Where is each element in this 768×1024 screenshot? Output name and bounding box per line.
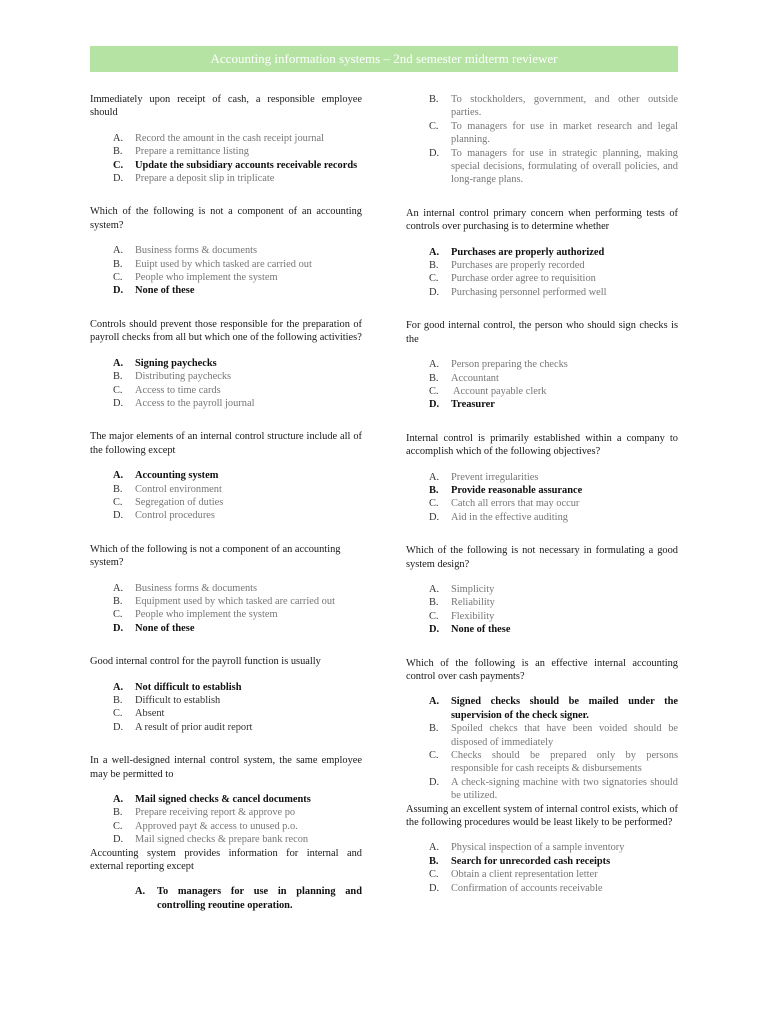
question [406, 544, 678, 636]
option: B. Prepare receiving report & approve po [113, 807, 296, 819]
question-stem: Immediately upon receipt of cash, a responsible employee should [90, 94, 362, 119]
correct-option: D. None of these [113, 622, 195, 634]
question-stem: For good internal control, the person who should sign checks is the [406, 320, 678, 345]
correct-option: A. Signed checks should be mailed under the supervision of the check signer. [429, 696, 678, 721]
question-stem: Good internal control for the payroll function is usually [90, 656, 321, 668]
option: C. Account payable clerk [429, 385, 547, 397]
option: C. Checks should be prepared only by persons responsible for cash receipts & disbursements [429, 750, 678, 775]
option: C. People who implement the system [113, 272, 278, 284]
correct-option: D. None of these [429, 624, 511, 636]
options-list [90, 885, 362, 912]
option: A. Business forms & documents [113, 245, 258, 257]
question [406, 207, 678, 299]
correct-option: D. None of these [113, 285, 195, 297]
question-stem: Which of the following is not a component of an accounting system? [90, 206, 362, 231]
options-list [406, 93, 678, 187]
option: D. To managers for use in strategic planning, making special decisions, formulating of overall policies, and long-range plans. [429, 147, 678, 186]
option: A. Prevent irregularities [429, 471, 539, 483]
option: A. Simplicity [429, 583, 495, 595]
option: C. Catch all errors that may occur [429, 498, 580, 510]
option: A. Physical inspection of a sample inventory [429, 842, 625, 854]
option: B. Spoiled chekcs that have been voided should be disposed of immediately [429, 723, 678, 748]
option: B. Difficult to establish [113, 695, 221, 706]
options-list [406, 695, 678, 802]
option: D. Mail signed checks & prepare bank recon [113, 834, 309, 846]
correct-option: B. Search for unrecorded cash receipts [429, 855, 611, 867]
question-stem: Accounting system provides information for internal and external reporting except [90, 847, 362, 873]
options-list [90, 681, 362, 735]
correct-option: A. Not difficult to establish [113, 681, 242, 693]
correct-option: A. Mail signed checks & cancel documents [113, 794, 311, 806]
correct-option: D. Treasurer [429, 399, 495, 411]
option: B. To stockholders, government, and other outside parties. [429, 94, 678, 119]
question-stem: Which of the following is not a component of an accounting system? [90, 543, 341, 569]
question-stem: An internal control primary concern when performing tests of controls over purchasing is to determine whether [406, 207, 678, 233]
option: A. Person preparing the checks [429, 359, 568, 371]
question-stem: Which of the following is an effective internal accounting control over cash payments? [406, 657, 678, 682]
option: B. Euipt used by which tasked are carried out [113, 258, 312, 270]
question-stem: The major elements of an internal control structure include all of the following except [90, 431, 362, 456]
option: D. A result of prior audit report [113, 721, 253, 733]
options-list [90, 469, 362, 523]
option: C. To managers for use in market research and legal planning. [429, 120, 678, 146]
option: C. Flexibility [429, 610, 495, 622]
option: D. Access to the payroll journal [113, 397, 255, 409]
correct-option: A. Signing paychecks [113, 357, 217, 369]
option: D. Confirmation of accounts receivable [429, 882, 603, 894]
question [90, 205, 362, 297]
question [406, 803, 678, 895]
options-list [90, 357, 362, 411]
option: B. Reliability [429, 597, 495, 609]
correct-option: C. Update the subsidiary accounts receivable records [113, 159, 358, 171]
question [406, 657, 678, 803]
question-continuation [406, 93, 678, 187]
option: C. Obtain a client representation letter [429, 869, 598, 881]
option: B. Distributing paychecks [113, 371, 232, 383]
left-column [90, 93, 362, 932]
option: B. Equipment used by which tasked are carried out [113, 595, 335, 607]
options-list [406, 246, 678, 300]
option: A. Business forms & documents [113, 582, 258, 594]
option: D. Prepare a deposit slip in triplicate [113, 173, 275, 185]
question [90, 847, 362, 913]
options-list [90, 244, 362, 298]
question-stem: Assuming an excellent system of internal control exists, which of the following procedures would be least likely to be performed? [406, 803, 678, 829]
options-list [90, 582, 362, 636]
question-stem: Controls should prevent those responsible for the preparation of payroll checks from all but which one of the following activities? [90, 318, 362, 344]
option: B. Accountant [429, 372, 499, 384]
option: D. Control procedures [113, 510, 215, 522]
options-list [406, 471, 678, 525]
correct-option: A. Purchases are properly authorized [429, 246, 605, 258]
option: C. People who implement the system [113, 609, 278, 621]
correct-option: B. Provide reasonable assurance [429, 484, 583, 496]
option: B. Prepare a remittance listing [113, 146, 249, 158]
option: B. Control environment [113, 483, 222, 495]
option: C. Segregation of duties [113, 496, 224, 508]
question [90, 430, 362, 522]
question [406, 432, 678, 524]
option: B. Purchases are properly recorded [429, 260, 585, 272]
question [90, 655, 362, 734]
options-list [90, 793, 362, 847]
options-list [406, 583, 678, 637]
options-list [406, 358, 678, 412]
question-stem: Internal control is primarily established within a company to accomplish which of the following objectives? [406, 432, 678, 458]
option: C. Approved payt & access to unused p.o. [113, 820, 298, 832]
options-list [406, 841, 678, 895]
question [90, 93, 362, 185]
question [90, 754, 362, 846]
question-stem: Which of the following is not necessary in formulating a good system design? [406, 545, 678, 570]
options-list [90, 132, 362, 186]
option: C. Purchase order agree to requisition [429, 273, 596, 285]
option: A. Record the amount in the cash receipt journal [113, 132, 324, 144]
question [406, 319, 678, 411]
right-column [406, 93, 678, 915]
question-stem: In a well-designed internal control system, the same employee may be permitted to [90, 755, 362, 780]
question [90, 318, 362, 410]
page-title: Accounting information systems – 2nd semester midterm reviewer [90, 46, 678, 72]
option: D. A check-signing machine with two signatories should be utilized. [429, 776, 678, 802]
option: D. Aid in the effective auditing [429, 511, 568, 523]
correct-option: A. To managers for use in planning and controlling reoutine operation. [135, 886, 362, 911]
question [90, 543, 362, 635]
option: D. Purchasing personnel performed well [429, 286, 607, 298]
correct-option: A. Accounting system [113, 470, 219, 482]
option: C. Access to time cards [113, 384, 221, 396]
option: C. Absent [113, 708, 165, 720]
